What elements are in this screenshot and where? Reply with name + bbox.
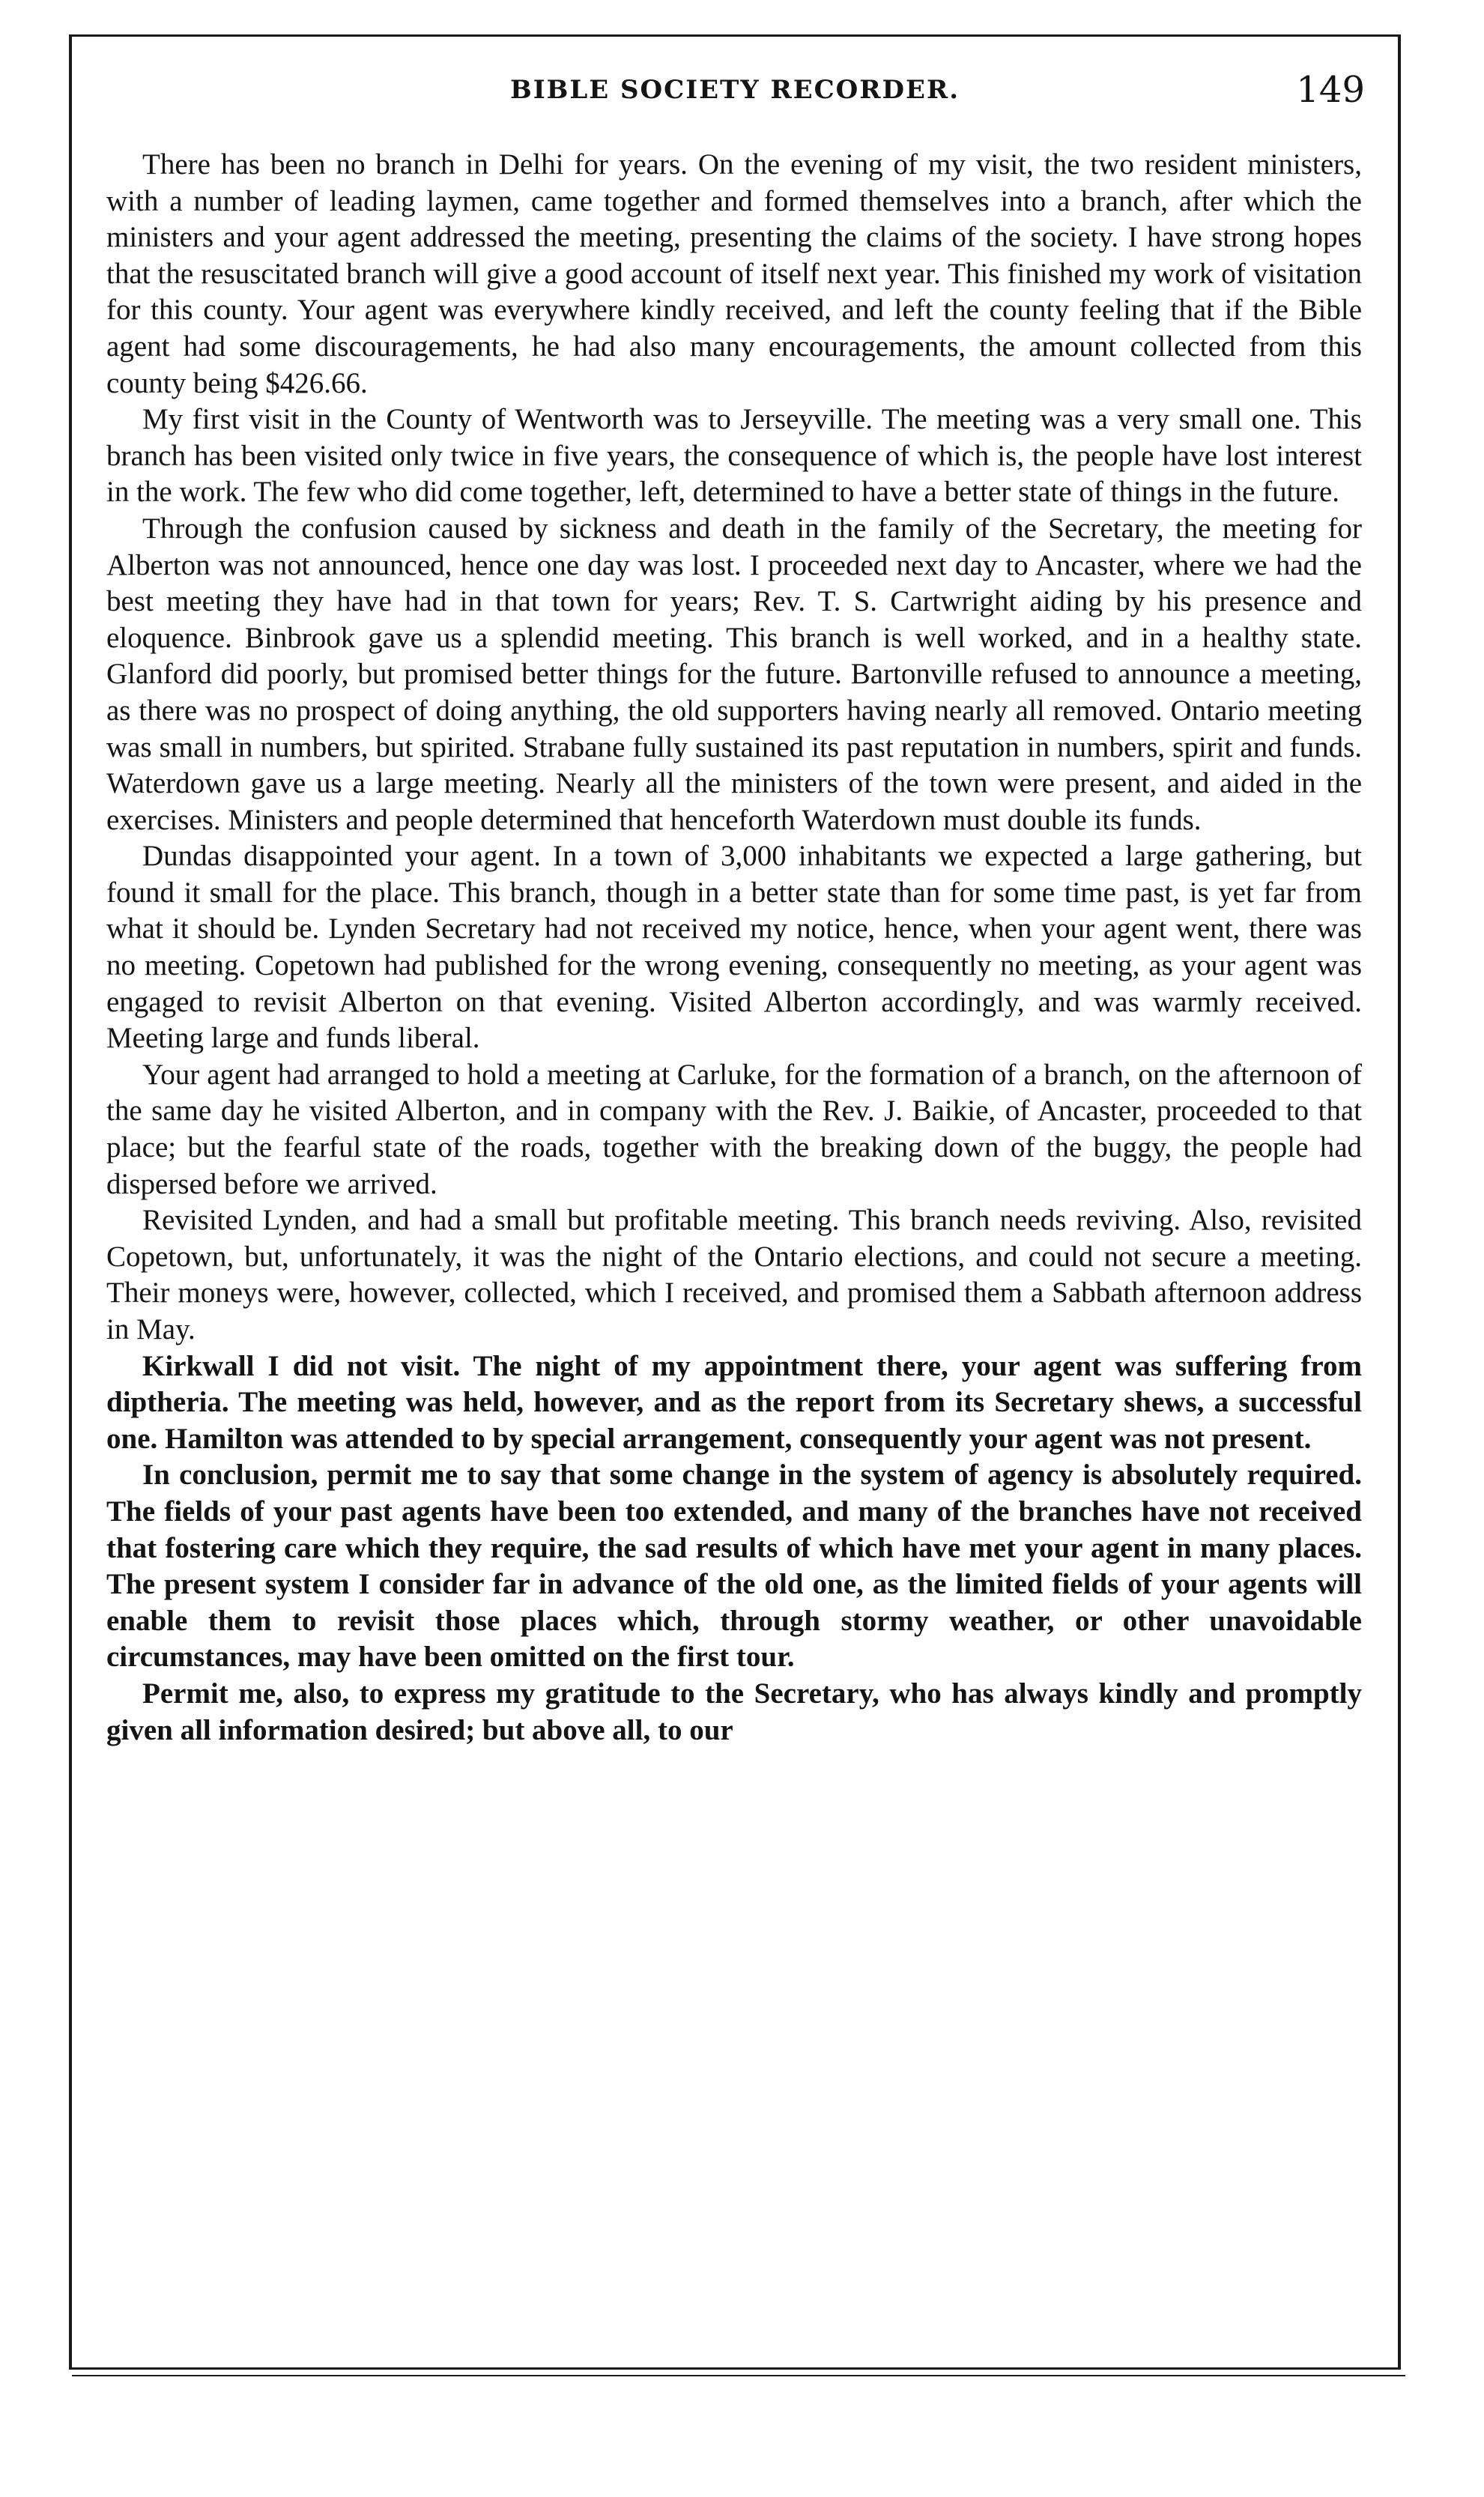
bottom-rule-secondary	[72, 2375, 1405, 2376]
page-number: 149	[1296, 69, 1365, 111]
paragraph-alberton-ancaster: Through the confusion caused by sickness and death in the family of the Secretary, the meeting for Alberton was not announced, hence one day was lost. I proceeded next day to Ancaster, where we had the best meeting they have had in that town for years; Rev. T. S. Cartwright aiding by his presence and eloquence. Binbrook gave us a splendid meeting. This branch is well worked, and in a healthy state. Glanford did poorly, but promised better things for the future. Bartonville refused to announce a meeting, as there was no prospect of doing anything, the old supporters having nearly all removed. Ontario meeting was small in numbers, but spirited. Strabane fully sustained its past reputation in numbers, spirit and funds. Waterdown gave us a large meeting. Nearly all the ministers of the town were present, and aided in the exercises. Ministers and people determined that henceforth Waterdown must double its funds.	[106, 512, 1362, 836]
article-body	[106, 147, 1362, 1749]
paragraph-dundas: Dundas disappointed your agent. In a town of 3,000 inhabitants we expected a large gathering, but found it small for the place. This branch, though in a better state than for some time past, is yet far from what it should be. Lynden Secretary had not received my notice, hence, when your agent went, there was no meeting. Copetown had published for the wrong evening, consequently no meeting, as your agent was engaged to revisit Alberton on that evening. Visited Alberton accordingly, and was warmly received. Meeting large and funds liberal.	[106, 840, 1362, 1055]
running-head	[69, 69, 1401, 114]
journal-title: BIBLE SOCIETY RECORDER.	[509, 75, 960, 105]
paragraph-lynden-copetown: Revisited Lynden, and had a small but profitable meeting. This branch needs reviving. Also, revisited Copetown, but, unfortunately, it was the night of the Ontario elections, and could not secure a meeting. Their moneys were, however, collected, which I received, and promised them a Sabbath afternoon address in May.	[106, 1204, 1362, 1346]
paragraph-conclusion: In conclusion, permit me to say that some change in the system of agency is absolutely required. The fields of your past agents have been too extended, and many of the branches have not received that fostering care which they require, the sad results of which have met your agent in many places. The present system I consider far in advance of the old one, as the limited fields of your agents will enable them to revisit those places which, through stormy weather, or other unavoidable circumstances, may have been omitted on the first tour.	[106, 1459, 1362, 1674]
paragraph-jerseyville: My first visit in the County of Wentworth was to Jerseyville. The meeting was a very small one. This branch has been visited only twice in five years, the consequence of which is, the people have lost interest in the work. The few who did come together, left, determined to have a better state of things in the future.	[106, 403, 1362, 509]
paragraph-carluke: Your agent had arranged to hold a meeting at Carluke, for the formation of a branch, on the afternoon of the same day he visited Alberton, and in company with the Rev. J. Baikie, of Ancaster, proceeded to that place; but the fearful state of the roads, together with the breaking down of the buggy, the people had dispersed before we arrived.	[106, 1058, 1362, 1200]
paragraph-kirkwall: Kirkwall I did not visit. The night of my appointment there, your agent was suffering from diptheria. The meeting was held, however, and as the report from its Secretary shews, a successful one. Hamilton was attended to by special arrangement, consequently your agent was not present.	[106, 1349, 1362, 1455]
paragraph-delhi: There has been no branch in Delhi for years. On the evening of my visit, the two resident ministers, with a number of leading laymen, came together and formed themselves into a branch, after which the ministers and your agent addressed the meeting, presenting the claims of the society. I have strong hopes that the resuscitated branch will give a good account of itself next year. This finished my work of visitation for this county. Your agent was everywhere kindly received, and left the county feeling that if the Bible agent had some discouragements, he had also many encouragements, the amount collected from this county being $426.66.	[106, 148, 1362, 399]
paragraph-gratitude: Permit me, also, to express my gratitude to the Secretary, who has always kindly and promptly given all information desired; but above all, to our	[106, 1677, 1362, 1746]
bottom-rule	[69, 2367, 1401, 2370]
